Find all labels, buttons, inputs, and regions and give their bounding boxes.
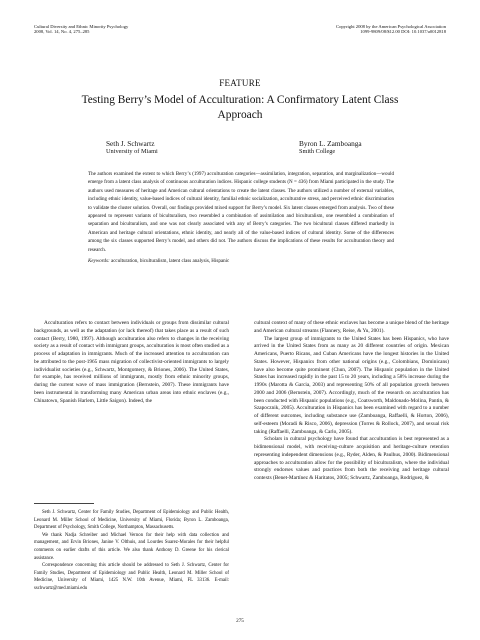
footnote-correspondence: Correspondence concerning this article should be addressed to Seth J. Schwartz, Center for Family Studies, Department of Epidemiology and Public Health, Leonard M. Miller School of Medicine, University of Miami, 1425 N.W. 10th Avenue, Miami, FL 33136. E-mail: sschwartz@med.miami.edu	[34, 563, 229, 591]
body-column-left	[34, 320, 229, 405]
author-affiliation: Smith College	[299, 148, 336, 156]
page-number: 275	[236, 618, 244, 624]
doi-line: 1099-9809/08/$12.00 DOI: 10.1037/a0012818	[360, 29, 446, 35]
author-note	[34, 509, 229, 593]
author-name: Seth J. Schwartz	[106, 139, 155, 148]
section-label: FEATURE	[219, 78, 261, 88]
footnote-acknowledgments: We thank Nadja Schreiber and Michael Vernon for their help with data collection and management, and Ervin Briones, Janine V. Olthuis, and Lourdes Suarez-Morales for their helpful comments on earlier drafts of this article. We also thank Anthony D. Greene for his clerical assistance.	[34, 532, 229, 561]
author-block	[299, 140, 362, 156]
body-paragraph: Acculturation refers to contact between individuals or groups from dissimilar cultural backgrounds, as well as the adaptation (or lack thereof) that takes place as a result of such contact (Berry, 1980, 1997). Although acculturation also refers to changes in the receiving society as a result of contact with immigrant groups, acculturation is most often studied as a process of adaptation in immigrants. Much of the increased attention to acculturation can be attributed to the post-1965 mass migration of collectivist-oriented immigrants to largely individualist societies (e.g., Schwartz, Montgomery, & Briones, 2006). The United States, for example, has received millions of immigrants, mostly from ethnic minority groups, during the current wave of mass immigration (Bernstein, 2007). These immigrants have been instrumental in transforming many American urban areas into ethnic enclaves (e.g., Chinatown, Spanish Harlem, Little Saigon). Indeed, the	[34, 320, 229, 404]
author-block	[106, 140, 158, 156]
keywords-list: acculturation, biculturalism, latent class analysis, Hispanic	[110, 258, 230, 265]
copyright-line: Copyright 2008 by the American Psychological Association	[336, 24, 446, 29]
author-name: Byron L. Zamboanga	[299, 139, 362, 148]
footnote-affiliations: Seth J. Schwartz, Center for Family Studies, Department of Epidemiology and Public Health, Leonard M. Miller School of Medicine, University of Miami, Florida; Byron L. Zamboanga, Department of Psychology, Smith College, Northampton, Massachusetts.	[34, 510, 229, 531]
abstract-text: The authors examined the extent to which Berry’s (1997) acculturation categories—assimilation, integration, separation, and marginalization—would emerge from a latent class analysis of continuous acculturation indices. Hispanic college students (N = 436) from Miami participated in the study. The authors used measures of heritage and American cultural orientations to create the latent classes. The authors utilized a number of external variables, including ethnic identity, value-based indices of cultural identity, familial ethnic socialization, acculturative stress, and perceived ethnic discrimination to validate the cluster solution. Overall, our findings provided mixed support for Berry’s model. Six latent classes emerged from analysis. Two of these appeared to represent variants of biculturalism, two resembled a combination of assimilation and biculturalism, one resembled a combination of separation and biculturalism, and one was not clearly associated with any of Berry’s categories. The two bicultural classes differed markedly in American and heritage cultural orientations, ethnic identity, and nearly all of the value-based indices of cultural identity. Some of the differences among the six classes supported Berry’s model, and others did not. The authors discuss the implications of these results for acculturation theory and research.	[88, 171, 394, 253]
abstract	[88, 170, 394, 265]
keywords-line	[88, 257, 394, 265]
body-paragraph: Scholars in cultural psychology have found that acculturation is best represented as a bidimensional model, with receiving-culture acquisition and heritage-culture retention representing independent dimensions (e.g., Ryder, Alden, & Paulhus, 2000). Bidimensional approaches to acculturation allow for the possibility of biculturalism, where the individual strongly endorses values and practices from both the receiving and heritage cultural contexts (Benet-Martínez & Haritatos, 2005; Schwartz, Zamboanga, Rodriguez, &	[254, 436, 449, 481]
running-header-left	[34, 24, 128, 35]
running-header-right	[336, 24, 446, 35]
body-column-right	[254, 320, 449, 483]
article-title: Testing Berry’s Model of Acculturation: A Confirmatory Latent Class Approach	[81, 94, 399, 121]
body-paragraph: The largest group of immigrants to the United States has been Hispanics, who have arrived in the United States from as many as 20 different countries of origin. Mexican Americans, Puerto Ricans, and Cuban Americans have the longest histories in the United States. However, Hispanics from other national origins (e.g., Colombians, Dominicans) have also become quite prominent (Chun, 2007). The Hispanic population in the United States has increased rapidly in the past 15 to 20 years, including a 58% increase during the 1990s (Marotta & Garcia, 2003) and representing 50% of all population growth between 2000 and 2006 (Bernstein, 2007). Accordingly, much of the research on acculturation has been conducted with Hispanic populations (e.g., Coatsworth, Maldonado-Molina, Pantin, & Szapocznik, 2005). Acculturation in Hispanics has been examined with regard to a number of different outcomes, including substance use (Zamboanga, Raffaelli, & Horton, 2006), self-esteem (Moradi & Risco, 2006), depression (Torres & Rollock, 2007), and sexual risk taking (Raffaelli, Zamboanga, & Carlo, 2005).	[254, 335, 449, 435]
journal-name: Cultural Diversity and Ethnic Minority Psychology	[34, 24, 129, 29]
keywords-label: Keywords:	[88, 258, 110, 265]
volume-line: 2008, Vol. 14, No. 4, 275–285	[34, 29, 90, 35]
author-affiliation: University of Miami	[106, 148, 158, 156]
body-paragraph: cultural context of many of these ethnic enclaves has become a unique blend of the heritage and American cultural streams (Flannery, Reise, & Yu, 2001).	[254, 320, 449, 334]
footnote-divider	[34, 503, 94, 504]
